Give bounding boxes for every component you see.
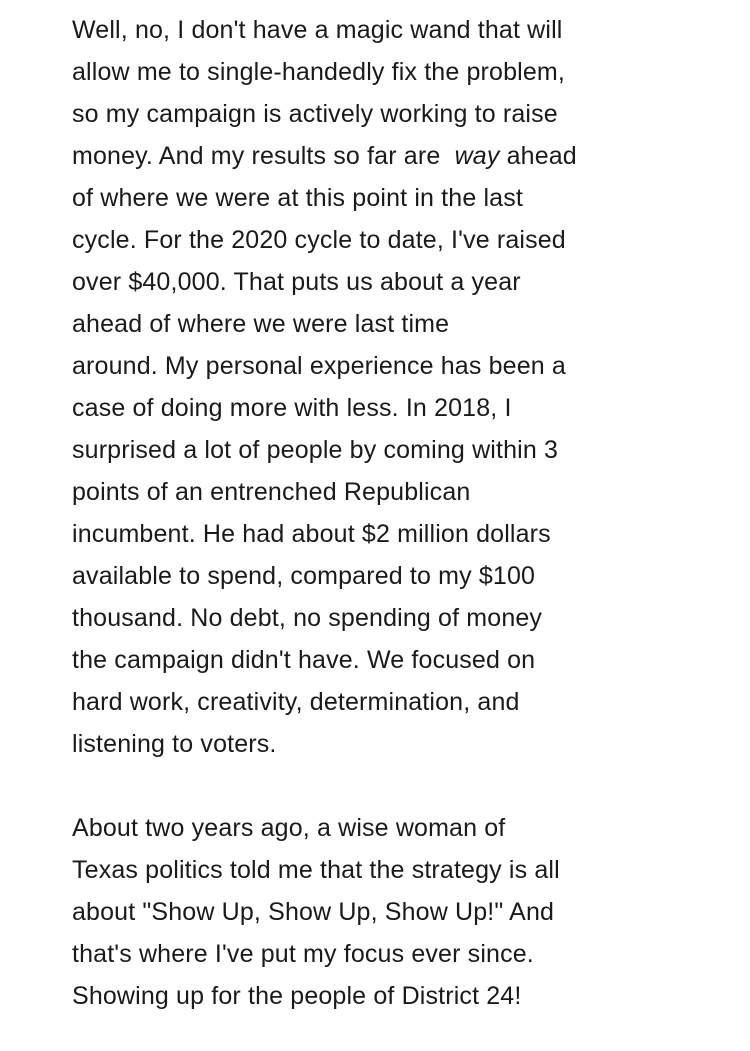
text-line: Well, no, I don't have a magic wand that will xyxy=(72,16,563,44)
text-line: thousand. No debt, no spending of money xyxy=(72,604,543,632)
text-line: so my campaign is actively working to raise xyxy=(72,100,558,128)
text-line: cycle. For the 2020 cycle to date, I've raised xyxy=(72,226,566,254)
text-line: available to spend, compared to my $100 xyxy=(72,562,536,590)
text-line: about "Show Up, Show Up, Show Up!" And xyxy=(72,898,555,926)
text-line: over $40,000. That puts us about a year xyxy=(72,268,521,296)
text-line: ahead of where we were last time xyxy=(72,310,450,338)
text-line: Texas politics told me that the strategy is all xyxy=(72,856,560,884)
text-line: allow me to single-handedly fix the problem, xyxy=(72,58,565,86)
paragraph-1 xyxy=(72,9,732,765)
text-line: incumbent. He had about $2 million dollars xyxy=(72,520,551,548)
text-line-emphasis xyxy=(72,135,732,177)
emphasized-word: way xyxy=(454,142,500,170)
paragraph-2 xyxy=(72,807,732,1017)
text-line: the campaign didn't have. We focused on xyxy=(72,646,536,674)
text-line: points of an entrenched Republican xyxy=(72,478,471,506)
text-line: that's where I've put my focus ever since. xyxy=(72,940,534,968)
article-body xyxy=(72,9,732,1017)
text-line: hard work, creativity, determination, and xyxy=(72,688,520,716)
text-segment: ahead xyxy=(499,142,577,170)
text-line: around. My personal experience has been a xyxy=(72,352,566,380)
text-line: surprised a lot of people by coming within 3 xyxy=(72,436,559,464)
text-line: case of doing more with less. In 2018, I xyxy=(72,394,512,422)
paragraph-spacer xyxy=(72,765,732,807)
text-line: listening to voters. xyxy=(72,730,277,758)
text-line: About two years ago, a wise woman of xyxy=(72,814,506,842)
text-line: of where we were at this point in the last xyxy=(72,184,523,212)
text-segment: money. And my results so far are xyxy=(72,142,455,170)
text-line: Showing up for the people of District 24! xyxy=(72,982,522,1010)
